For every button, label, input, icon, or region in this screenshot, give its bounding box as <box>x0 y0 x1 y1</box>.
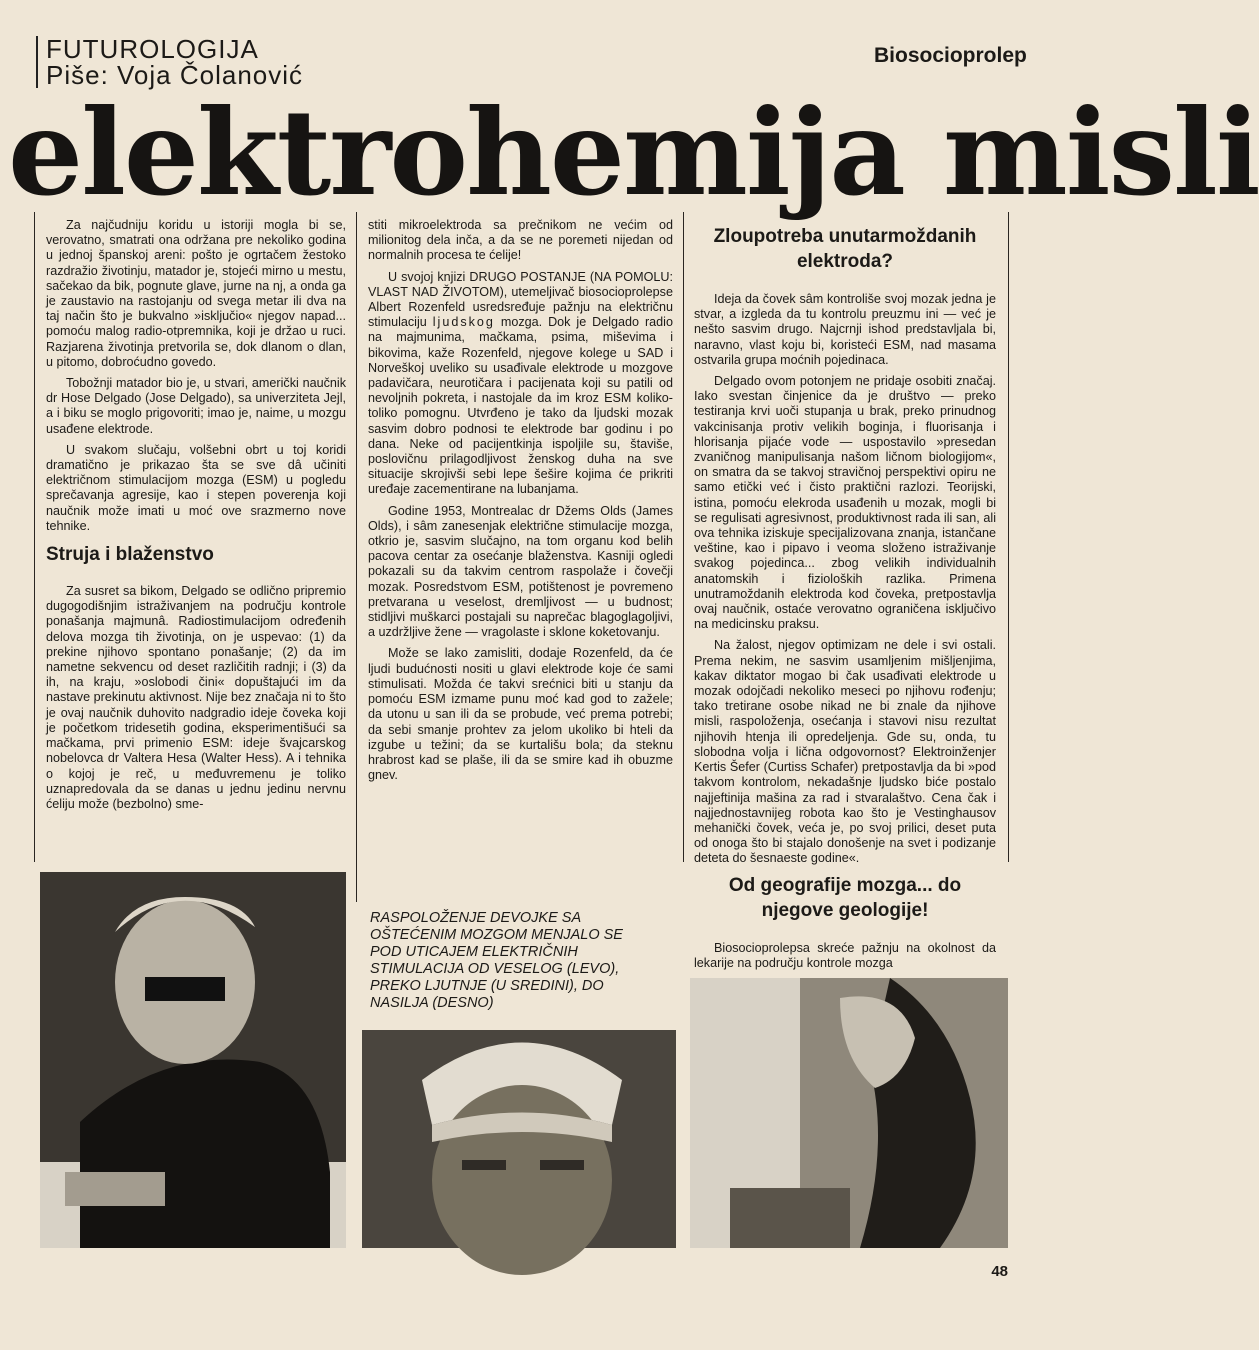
series-title: Biosocioprolep <box>874 44 1027 67</box>
paragraph: U svojoj knjizi DRUGO POSTANJE (NA POMOLU: VLAST NAD ŽIVOTOM), utemeljivač biosocioprolepse Albert Rozenfeld usredsređuje pažnju na električnu stimulaciju ljudskog mozga. Dok je Delgado radio na majmunima, mačkama, psima, miševima i bikovima, kaže Rozenfeld, njegove kolege u SAD i Norveškoj uveliko su usađivale elektrode u mozgove padavičara, neurotičara i pacijenata koji su patili od nevoljnih pokreta, i nastojale da im kroz ESM koliko-toliko pomognu. Utvrđeno je tako da ljudski mozak sasvim dobro podnosi te elektrode bar godinu i po dana. Neke od pacijentkinja ispoljile su, štaviše, poslovičnu prilagodljivost ženskog duha na sve situacije skrojivši sebi lepe šešire kojima će prikriti uređaje zacementirane na lubanjama. <box>368 269 673 497</box>
column-rule <box>34 212 35 862</box>
paragraph: Za najčudniju koridu u istoriji mogla bi se, verovatno, smatrati ona održana pre nekoliko godina u jednoj španskoj areni: pošto je ogrtačem žestoko razdražio životinju, matador je, stojeći mirno u mestu, sačekao da bik, pognute glave, jurne na nj, a onda ga je zaustavio na rastojanju od svega metar ili dva na taj način što je bukvalno »isključio« njegov napad... pomoću malog radio-otpremnika, koji je držao u ruci. Razjarena životinja pretvorila se, dok dlanom o dlan, u pitomo, dobroćudno govedo. <box>46 218 346 369</box>
section-title: FUTUROLOGIJA <box>46 34 259 64</box>
paragraph: Delgado ovom potonjem ne pridaje osobiti značaj. Iako svestan činjenice da je društvo — preko testiranja krvi uoči stupanja u brak, preko prinudnog vakcinisanja protiv velikih boginja, i fluorisanja i hlorisanja pijaće vode — uspostavilo »presedan zvaničnog manipulisanja našom ličnom biologijom«, on smatra da se takvoj stravičnoj perspektivi opiru ne samo etički već i čisto praktični razlozi. Teorijski, istina, pomoću elekroda usađenih u mozak, mogli bi se regulisati agresivnost, produktivnost rada ili san, ali ova tehnika iziskuje specijalizovana znanja, istančane veštine, kao i pipavo i veoma složeno istraživanje svakog pojedinca... zbog velikih individualnih anatomskih i fizioloških razlika. Primena unutramoždanih elektroda kod čoveka, pretpostavlja ovaj naučnik, ostaće verovatno ograničena isključivo na medicinsku praksu. <box>694 374 996 632</box>
column-1 <box>46 218 346 818</box>
photo-violent-gesture <box>690 978 1008 1248</box>
column-rule <box>356 212 357 902</box>
section-label <box>36 36 303 88</box>
column-rule <box>1008 212 1009 862</box>
page-number: 48 <box>991 1263 1008 1280</box>
paragraph: Biosocioprolepsa skreće pažnju na okolnost da lekarije na području kontrole mozga <box>694 940 996 970</box>
column-2 <box>368 218 673 789</box>
subheading: Struja i blaženstvo <box>46 544 214 566</box>
subheading: Zloupotreba unutarmoždanih elektroda? <box>713 226 977 272</box>
paragraph: Tobožnji matador bio je, u stvari, američki naučnik dr Hose Delgado (Jose Delgado), sa univerziteta Jejl, a i biku se moglo prigovoriti; imao je, naime, u mozgu usađene elektrode. <box>46 376 346 436</box>
paragraph: U svakom slučaju, volšebni obrt u toj koridi dramatično je prikazao šta se sve dâ učiniti električnom stimulacijom mozga (ESM) u pogledu sprečavanja agresije, kao i stepen poverenja koji naučnik može imati u moć ove srazmerno nove tehnike. <box>46 442 346 533</box>
byline: Piše: Voja Čolanović <box>46 60 304 90</box>
headline: elektrohemija misli <box>8 83 1259 222</box>
photo-girl-smiling <box>40 872 346 1248</box>
paragraph: stiti mikroelektroda sa prečnikom ne većim od milionitog dela inča, a da se ne poremeti nijedan od normalnih procesa te ćelije! <box>368 218 673 263</box>
column-rule <box>683 212 684 862</box>
subheading: Od geografije mozga... do njegove geologije! <box>728 874 962 921</box>
photo-caption: RASPOLOŽENJE DEVOJKE SA OŠTEĆENIM MOZGOM MENJALO SE POD UTICAJEM ELEKTRIČNIH STIMULACIJA OD VESELOG (LEVO), PREKO LJUTNJE (U SREDINI), DO NASILJA (DESNO) <box>370 910 623 1011</box>
paragraph: Za susret sa bikom, Delgado se odlično pripremio dugogodišnjim istraživanjem na području kontrole ponašanja majmunâ. Radiostimulacijom određenih delova mozga tih životinja, on je uspevao: (1) da prekine njihovo spontano ponašanje; (2) da im nametne sekvencu od deset različitih radnji; i (3) da ih, na kraju, »oslobodi čini« dopuštajući im da nastave prekinutu aktivnost. Nije bez značaja ni to što je ovaj naučnik duhovito nadgradio ideje čoveka koji je početkom tridesetih godina, eksperimentišući sa mačkama, prvi primenio ESM: ideje švajcarskog nobelovca dr Valtera Hesa (Walter Hess). A i tehnika o kojoj je reč, u međuvremenu je toliko uznapredovala da se danas u jednu jedinu nervnu ćeliju može (bezbolno) sme- <box>46 584 346 811</box>
paragraph: Na žalost, njegov optimizam ne dele i svi ostali. Prema nekim, ne sasvim usamljenim mišljenjima, kakav diktator mogao bi čak usađivati elektrode u mozak odojčadi nekoliko meseci po njihovu rođenju; tako tretirane osobe nikad ne bi znale da njihove misli, raspoloženja, osećanja i stavovi nisu rezultat njihovih htenja ili opredeljenja. Gde su, onda, tu slobodna volja i lična odgovornost? Elektroinženjer Kertis Šefer (Curtiss Schafer) pretpostavlja da bi »pod takvom kontrolom, nekadašnje ljudsko biće postalo najjeftinija mašina za rad i stvaralaštvo. Cena čak i najjednostavnijeg robota kao što je Vestinghausov mehanički čovek, veća je, po svoj prilici, deset puta od onoga što bi stajalo donošenje na svet i podizanje deteta do šesnaeste godine«. <box>694 638 996 866</box>
photo-bandaged-head <box>362 1030 676 1248</box>
paragraph: Može se lako zamisliti, dodaje Rozenfeld, da će ljudi budućnosti nositi u glavi elektrode koje će sami stimulisati. Možda će takvi srećnici biti u stanju da pomoću ESM izmame punu moć kad god to zažele; da utonu u san ili da se probude, već prema potrebi; da sebi smanje prohtev za jelom ukoliko bi hteli da izgube u težini; da se kurtališu bola; da steknu hrabrost kad se plaše, ili da se smire kad ih obuzme gnev. <box>368 646 673 783</box>
column-3 <box>694 218 996 977</box>
paragraph: Godine 1953, Montrealac dr Džems Olds (James Olds), i sâm zanesenjak električne stimulacije mozga, otkrio je, sasvim slučajno, na tom organu kod belih pacova centar za osećanje blaženstva. Kasniji ogledi pokazali su da takvim centrom raspolaže i čovečji mozak. Posredstvom ESM, potištenost je povremeno pretvarana u veselost, dremljivost — u budnost; stidljivi muškarci postajali su naprečac blagoglagoljivi, a uzdržljive žene — vragolaste i sklone koketovanju. <box>368 503 673 640</box>
paragraph: Ideja da čovek sâm kontroliše svoj mozak jedna je stvar, a izgleda da tu kontrolu preuzmu ini — već je nešto sasvim drugo. Najcrnji ishod predstavljala bi, naravno, vlast koju bi, koristeći ESM, nad masama ostvarila grupa moćnih pojedinaca. <box>694 292 996 367</box>
